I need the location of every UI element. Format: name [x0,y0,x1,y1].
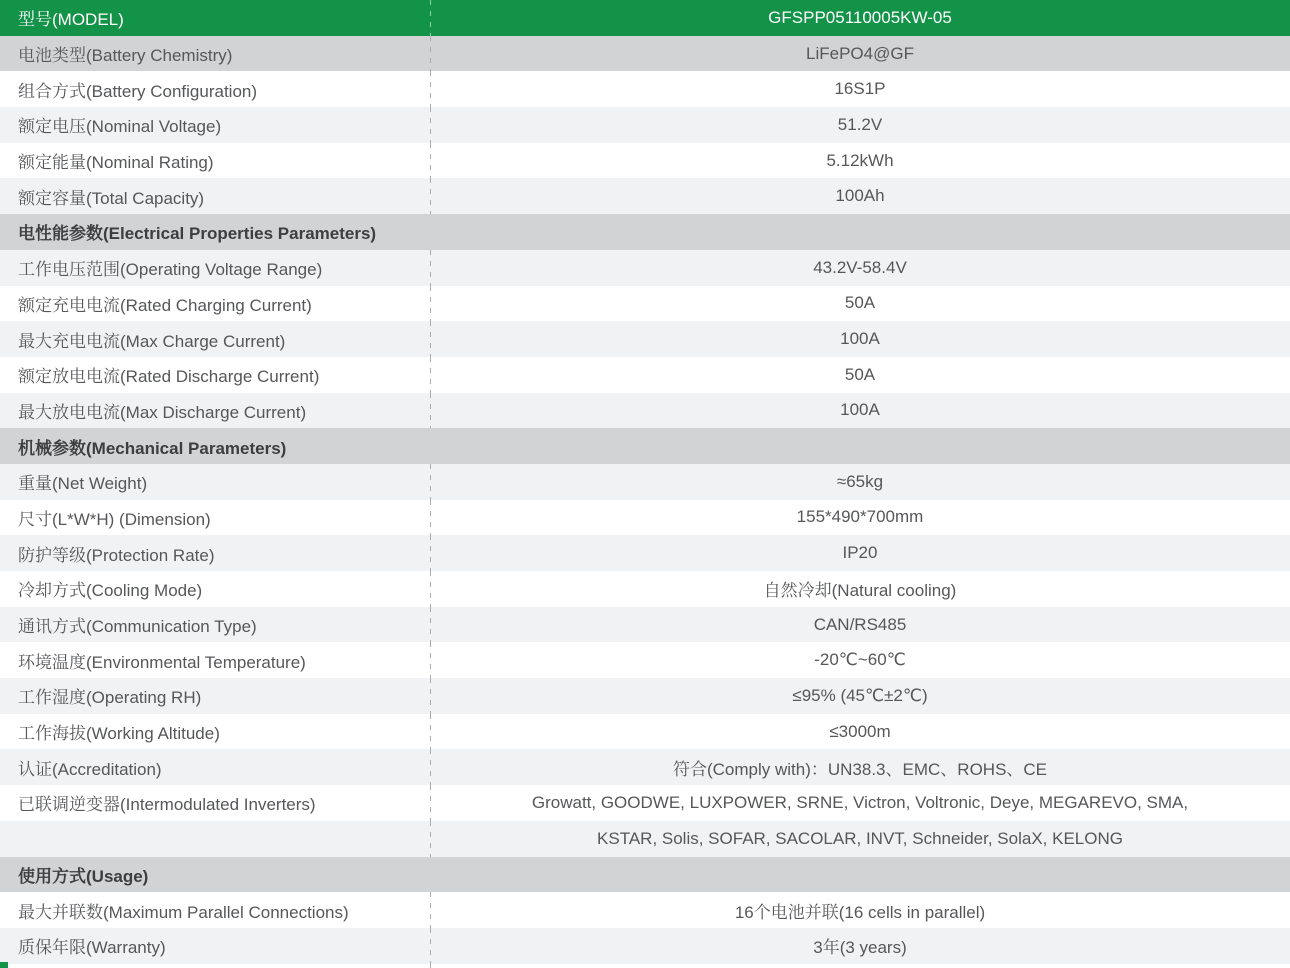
spec-row [0,357,1290,393]
spec-label: 电池类型(Battery Chemistry) [18,46,233,66]
spec-value: ≤95% (45℃±2℃) [430,678,1290,714]
model-header-row [0,0,1290,36]
spec-row [0,678,1290,714]
spec-value: Growatt, GOODWE, LUXPOWER, SRNE, Victron, Voltronic, Deye, MEGAREVO, SMA, [430,785,1290,821]
spec-value: 3年(3 years) [430,928,1290,964]
section-title: 使用方式(Usage) [18,866,149,886]
spec-value: 16个电池并联(16 cells in parallel) [430,892,1290,928]
spec-label: 认证(Accreditation) [18,759,162,779]
spec-label: 额定容量(Total Capacity) [18,188,205,208]
spec-label: 重量(Net Weight) [18,474,148,494]
spec-row [0,107,1290,143]
spec-value: ≈65kg [430,464,1290,500]
spec-label: 尺寸(L*W*H) (Dimension) [18,509,211,529]
section-title: 电性能参数(Electrical Properties Parameters) [18,224,377,244]
spec-value: 51.2V [430,107,1290,143]
model-header-label: 型号(MODEL) [18,10,124,30]
spec-row [0,892,1290,928]
spec-row [0,286,1290,322]
spec-label: 组合方式(Battery Configuration) [18,81,258,101]
spec-label: 防护等级(Protection Rate) [18,545,215,565]
spec-row [0,464,1290,500]
spec-value: 16S1P [430,71,1290,107]
spec-label: 质保年限(Warranty) [18,938,166,958]
spec-row [0,36,1290,72]
spec-row [0,178,1290,214]
spec-value: CAN/RS485 [430,607,1290,643]
spec-label: 最大充电电流(Max Charge Current) [18,331,286,351]
spec-value: 155*490*700mm [430,500,1290,536]
spec-value: 100A [430,321,1290,357]
spec-value: ≤3000m [430,714,1290,750]
spec-row [0,393,1290,429]
section-header-row [0,857,1290,893]
spec-row [0,571,1290,607]
spec-value: IP20 [430,535,1290,571]
spec-label: 工作湿度(Operating RH) [18,688,202,708]
spec-value: 43.2V-58.4V [430,250,1290,286]
spec-label: 工作海拔(Working Altitude) [18,724,220,744]
spec-label: 通讯方式(Communication Type) [18,617,257,637]
spec-label: 额定充电电流(Rated Charging Current) [18,295,312,315]
section-header-row [0,428,1290,464]
spec-value: -20℃~60℃ [430,642,1290,678]
spec-label: 额定放电电流(Rated Discharge Current) [18,367,320,387]
spec-label: 工作电压范围(Operating Voltage Range) [18,260,323,280]
spec-value: 100A [430,393,1290,429]
section-header-row [0,214,1290,250]
spec-label: 冷却方式(Cooling Mode) [18,581,203,601]
spec-label [0,821,430,857]
spec-label: 额定电压(Nominal Voltage) [18,117,222,137]
spec-value: 符合(Comply with)：UN38.3、EMC、ROHS、CE [430,749,1290,785]
spec-row-continuation [0,821,1290,857]
spec-row [0,928,1290,964]
model-header-value: GFSPP05110005KW-05 [430,0,1290,36]
spec-row [0,321,1290,357]
column-divider [430,964,431,968]
spec-row [0,714,1290,750]
spec-label: 环境温度(Environmental Temperature) [18,652,306,672]
spec-row [0,500,1290,536]
spec-value: 自然冷却(Natural cooling) [430,571,1290,607]
spec-value: LiFePO4@GF [430,36,1290,72]
spec-row [0,642,1290,678]
spec-value: 5.12kWh [430,143,1290,179]
spec-row [0,785,1290,821]
spec-row [0,535,1290,571]
bottom-strip [0,964,1290,968]
spec-label: 额定能量(Nominal Rating) [18,153,214,173]
spec-value: 50A [430,286,1290,322]
section-title: 机械参数(Mechanical Parameters) [18,438,287,458]
spec-value: 50A [430,357,1290,393]
spec-row [0,607,1290,643]
bottom-green-accent [0,962,8,968]
spec-row [0,250,1290,286]
spec-label: 最大放电电流(Max Discharge Current) [18,402,307,422]
spec-label: 最大并联数(Maximum Parallel Connections) [18,902,349,922]
spec-value: 100Ah [430,178,1290,214]
spec-row [0,143,1290,179]
spec-row [0,71,1290,107]
spec-value: KSTAR, Solis, SOFAR, SACOLAR, INVT, Schneider, SolaX, KELONG [430,821,1290,857]
spec-label: 已联调逆变器(Intermodulated Inverters) [18,795,316,815]
spec-row [0,749,1290,785]
